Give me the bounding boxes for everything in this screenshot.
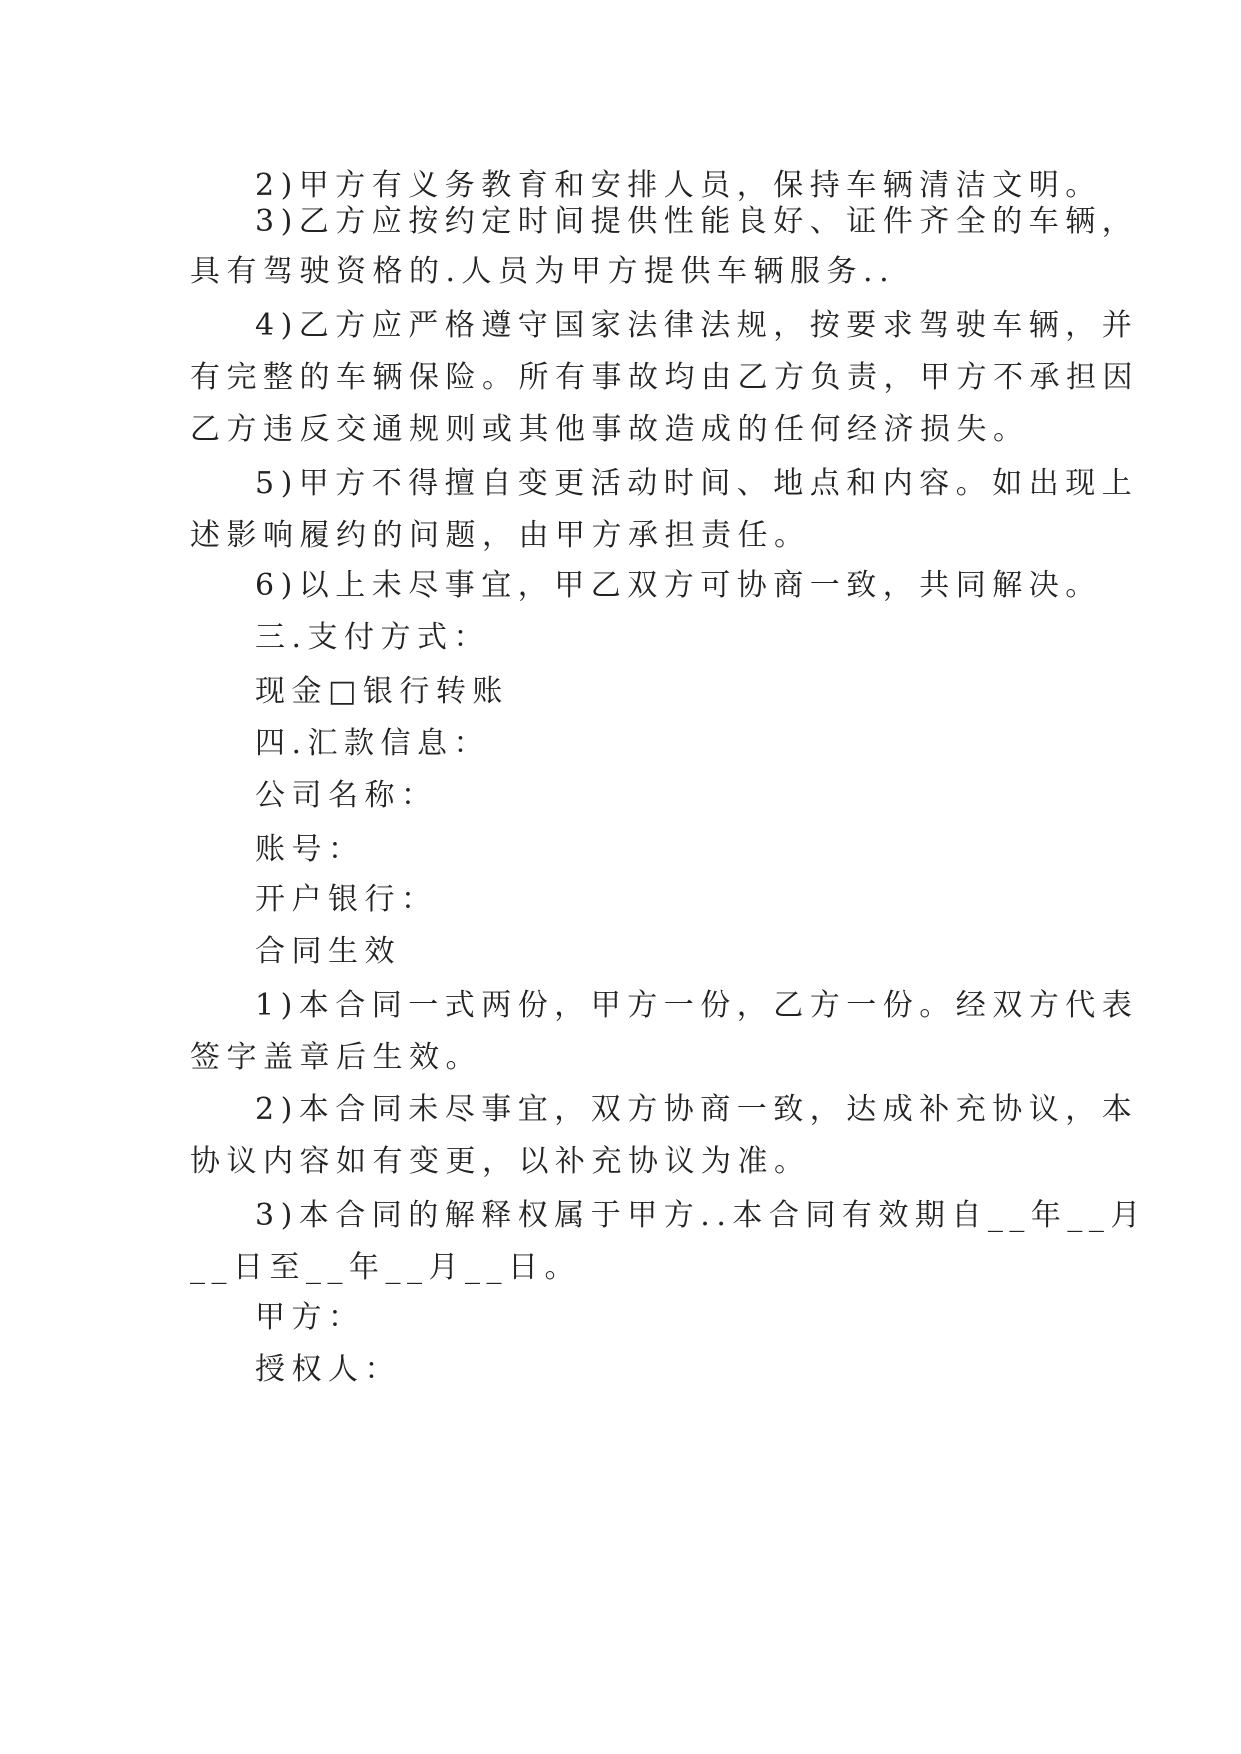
paragraph-line: __日至__年__月__日。 <box>190 1250 581 1285</box>
section-heading: 合同生效 <box>255 934 401 969</box>
paragraph-line: 5)甲方不得擅自变更活动时间、地点和内容。如出现上 <box>255 466 1139 501</box>
field-label: 公司名称： <box>255 778 438 813</box>
field-label: 甲方： <box>255 1300 365 1335</box>
paragraph-line: 1)本合同一式两份，甲方一份，乙方一份。经双方代表 <box>255 988 1139 1023</box>
paragraph-line: 2)本合同未尽事宜，双方协商一致，达成补充协议，本 <box>255 1092 1139 1127</box>
paragraph-line: 乙方违反交通规则或其他事故造成的任何经济损失。 <box>190 412 1030 447</box>
paragraph-line: 有完整的车辆保险。所有事故均由乙方负责，甲方不承担因 <box>190 360 1139 395</box>
field-label: 开户银行： <box>255 882 438 917</box>
paragraph-line: 4)乙方应严格遵守国家法律法规，按要求驾驶车辆，并 <box>255 308 1139 343</box>
paragraph-line: 3)本合同的解释权属于甲方..本合同有效期自__年__月 <box>255 1198 1147 1233</box>
paragraph-line: 3)乙方应按约定时间提供性能良好、证件齐全的车辆， <box>255 204 1139 239</box>
paragraph-line: 现金□银行转账 <box>255 674 509 709</box>
paragraph-line: 6)以上未尽事宜，甲乙双方可协商一致，共同解决。 <box>255 568 1102 603</box>
paragraph-line: 协议内容如有变更，以补充协议为准。 <box>190 1144 811 1179</box>
paragraph-line: 签字盖章后生效。 <box>190 1040 482 1075</box>
section-heading: 四.汇款信息： <box>255 726 491 761</box>
paragraph-line: 2)甲方有义务教育和安排人员，保持车辆清洁文明。 <box>255 168 1102 203</box>
section-heading: 三.支付方式： <box>255 620 491 655</box>
paragraph-line: 具有驾驶资格的.人员为甲方提供车辆服务.. <box>190 254 896 289</box>
field-label: 授权人： <box>255 1352 401 1387</box>
field-label: 账号： <box>255 832 365 867</box>
paragraph-line: 述影响履约的问题，由甲方承担责任。 <box>190 518 811 553</box>
